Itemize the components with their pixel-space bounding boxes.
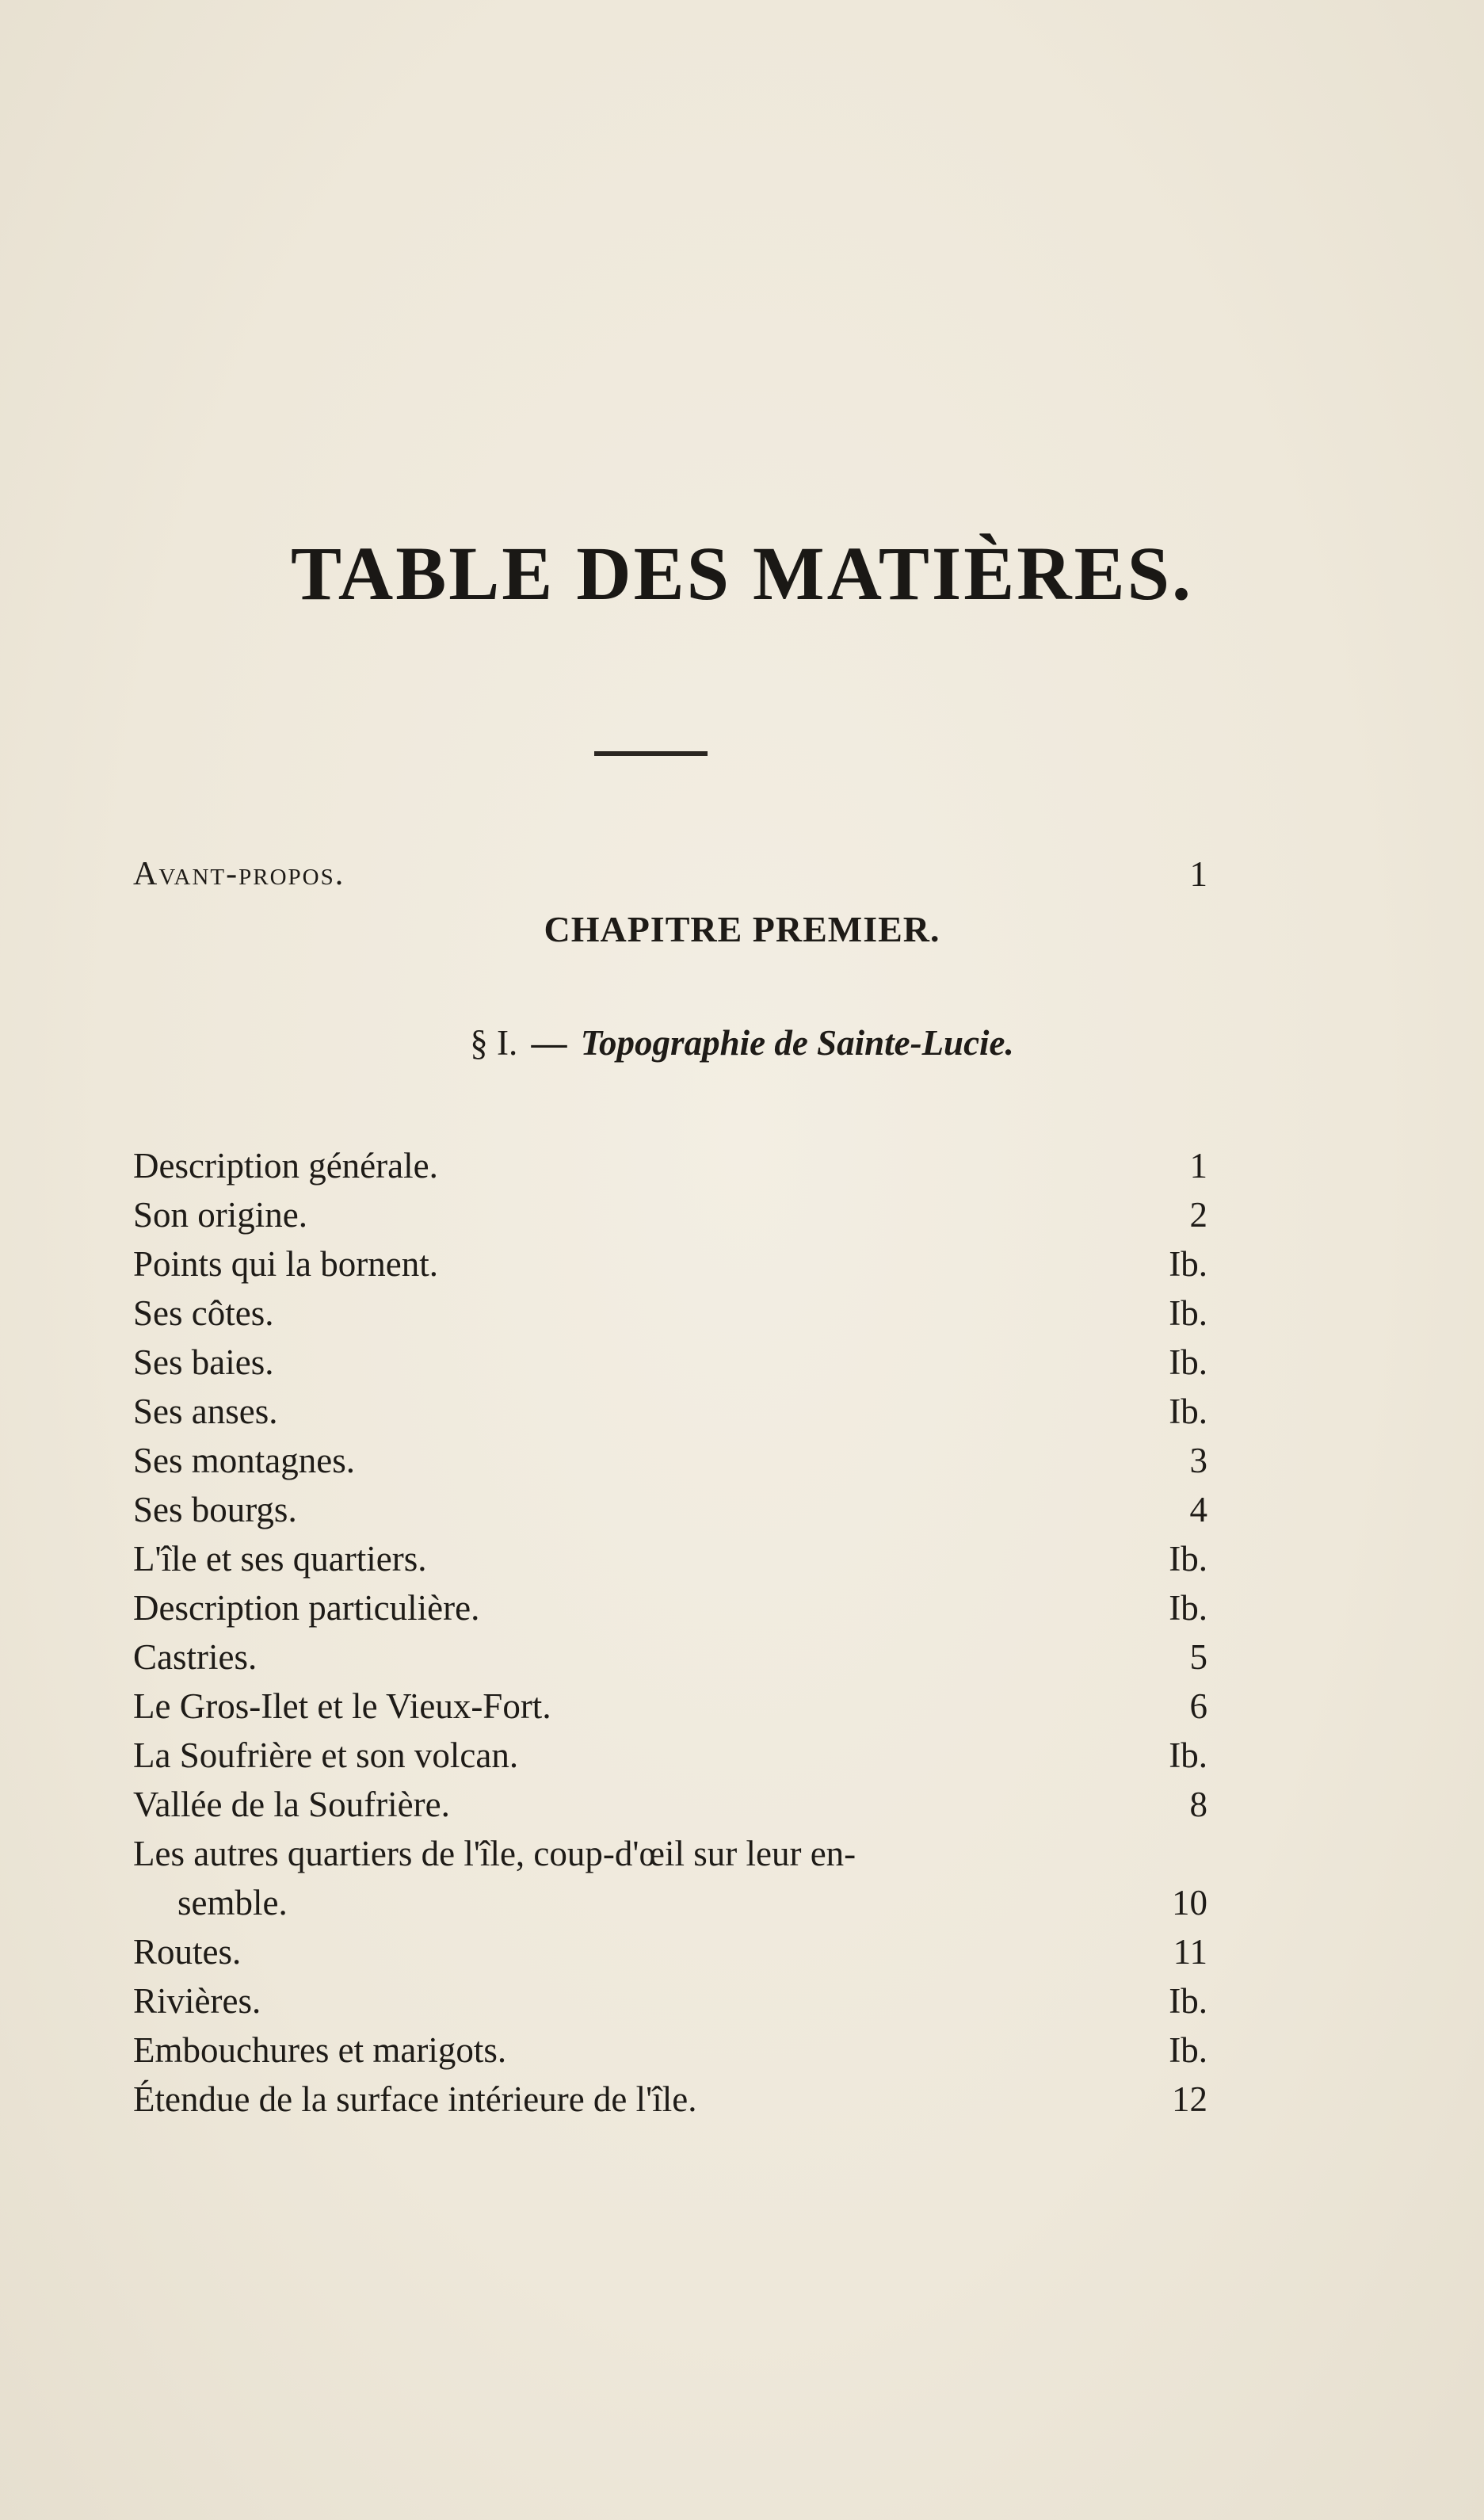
entry-label: Points qui la bornent. <box>133 1244 438 1284</box>
entry-label: La Soufrière et son volcan. <box>133 1735 519 1775</box>
toc-entry <box>133 1483 1207 1536</box>
entry-page: 12 <box>1172 2079 1207 2119</box>
entry-label: Rivières. <box>133 1981 261 2021</box>
toc-entry <box>133 1434 1207 1487</box>
entry-label: Le Gros-Ilet et le Vieux-Fort. <box>133 1686 551 1726</box>
toc-entry <box>133 1680 1207 1732</box>
entry-label: Ses bourgs. <box>133 1490 297 1529</box>
toc-entry <box>133 1582 1207 1634</box>
toc-entry <box>133 1336 1207 1388</box>
entry-label: Vallée de la Soufrière. <box>133 1785 450 1824</box>
entry-page: 10 <box>1172 1883 1207 1922</box>
entry-label: Embouchures et marigots. <box>133 2030 507 2070</box>
toc-entry-avant-propos <box>133 848 1207 900</box>
entry-label: Castries. <box>133 1637 258 1677</box>
entry-label: L'île et ses quartiers. <box>133 1539 427 1579</box>
entry-page: 11 <box>1173 1932 1207 1972</box>
toc-entry <box>133 1778 1207 1831</box>
toc-entry <box>133 1140 1207 1192</box>
entry-label: Les autres quartiers de l'île, coup-d'œil sur leur en- <box>133 1834 856 1873</box>
toc-entry <box>133 1729 1207 1781</box>
entry-page: 4 <box>1189 1490 1207 1529</box>
entry-page: 6 <box>1189 1686 1207 1726</box>
toc-entry <box>133 1238 1207 1290</box>
toc-entry <box>133 1385 1207 1438</box>
title-rule <box>594 751 708 756</box>
entry-page: 8 <box>1189 1785 1207 1824</box>
entry-page: Ib. <box>1169 1293 1207 1333</box>
toc-entry <box>133 1827 1207 1880</box>
entry-page: Ib. <box>1169 1244 1207 1284</box>
toc-entry <box>133 1189 1207 1241</box>
toc-entry <box>133 1287 1207 1339</box>
entry-page: Ib. <box>1169 1981 1207 2021</box>
toc-entry <box>133 1975 1207 2027</box>
toc-entry <box>133 2073 1207 2125</box>
entry-page: Ib. <box>1169 1342 1207 1382</box>
entry-page: Ib. <box>1169 1539 1207 1579</box>
entry-label: semble. <box>177 1883 288 1922</box>
entry-page: Ib. <box>1169 1588 1207 1628</box>
toc-entry <box>133 2024 1207 2076</box>
section-heading <box>0 1022 1484 1063</box>
toc-entry <box>133 1533 1207 1585</box>
entry-page: Ib. <box>1169 1735 1207 1775</box>
entry-page: 2 <box>1189 1195 1207 1235</box>
entry-label: Avant-propos. <box>133 856 345 892</box>
entry-page: 3 <box>1189 1441 1207 1480</box>
entry-label: Étendue de la surface intérieure de l'île. <box>133 2079 697 2119</box>
toc-entry <box>133 1631 1207 1683</box>
entry-label: Ses montagnes. <box>133 1441 355 1480</box>
toc-entry-continuation <box>177 1877 1207 1929</box>
entry-page: 5 <box>1189 1637 1207 1677</box>
page-title: TABLE DES MATIÈRES. <box>290 531 1194 616</box>
entry-label: Son origine. <box>133 1195 307 1235</box>
entry-label: Ses côtes. <box>133 1293 274 1333</box>
entry-page: Ib. <box>1169 1392 1207 1431</box>
section-name: Topographie de Sainte-Lucie. <box>580 1023 1014 1063</box>
section-number: § I. <box>470 1023 518 1063</box>
entry-label: Description générale. <box>133 1146 438 1186</box>
section-dash: — <box>531 1023 567 1063</box>
entry-page: 1 <box>1189 1146 1207 1186</box>
entry-page: Ib. <box>1169 2030 1207 2070</box>
entry-label: Routes. <box>133 1932 242 1972</box>
entry-label: Ses anses. <box>133 1392 278 1431</box>
entry-label: Description particulière. <box>133 1588 480 1628</box>
toc-entry <box>133 1926 1207 1978</box>
entry-label: Ses baies. <box>133 1342 274 1382</box>
entry-page: 1 <box>1189 854 1207 894</box>
chapter-heading: CHAPITRE PREMIER. <box>544 909 940 949</box>
